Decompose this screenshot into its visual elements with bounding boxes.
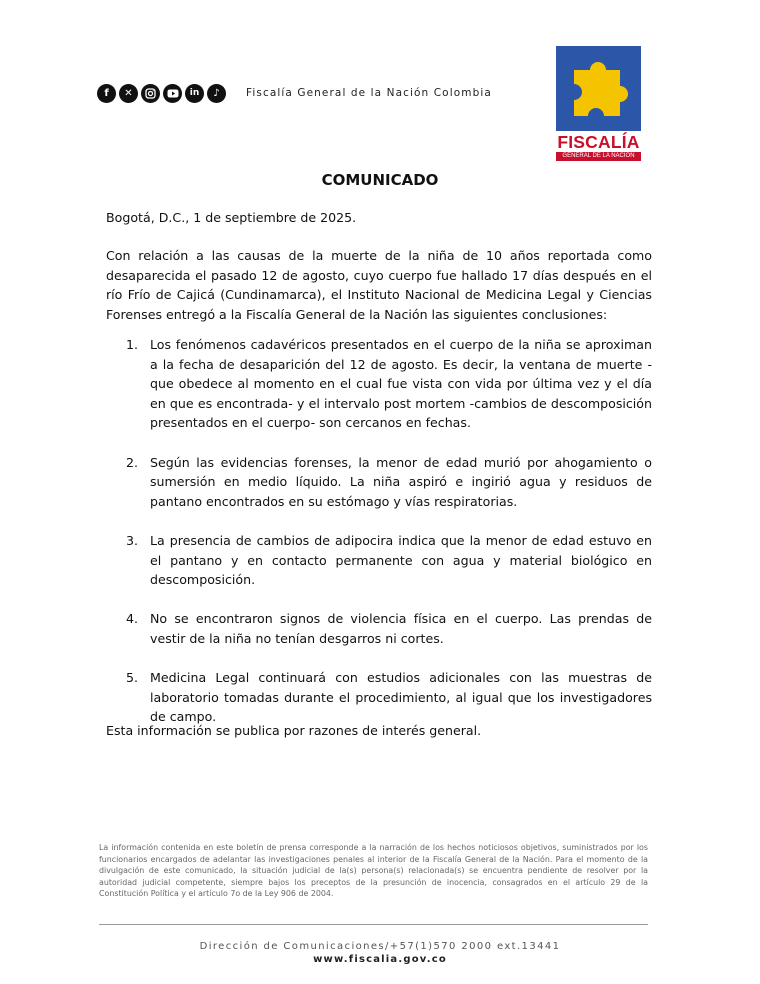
list-item-number: 5. <box>126 670 139 686</box>
page-title: COMUNICADO <box>321 171 439 189</box>
fiscalia-logo <box>556 46 641 162</box>
list-item <box>106 668 652 727</box>
logo-wordmark: FISCALÍA <box>557 132 640 152</box>
list-item <box>106 531 652 590</box>
list-item <box>106 609 652 648</box>
tiktok-icon[interactable]: ♪ <box>207 84 226 103</box>
list-item <box>106 335 652 433</box>
social-media-icons <box>97 84 226 103</box>
logo-emblem <box>556 46 641 131</box>
organization-name: Fiscalía General de la Nación Colombia <box>246 87 492 99</box>
list-item-text: Medicina Legal continuará con estudios adicionales con las muestras de laboratorio tomadas durante el procedimiento, al igual que los investigadores de campo. <box>150 670 652 725</box>
x-icon[interactable]: ✕ <box>119 84 138 103</box>
instagram-icon[interactable] <box>141 84 160 103</box>
list-item-number: 3. <box>126 532 139 548</box>
list-item-number: 4. <box>126 611 139 627</box>
website-link[interactable]: www.fiscalia.gov.co <box>313 954 447 965</box>
youtube-icon[interactable] <box>163 84 182 103</box>
list-item-text: Según las evidencias forenses, la menor de edad murió por ahogamiento o sumersión en medio líquido. La niña aspiró e ingirió agua y residuos de pantano encontrados en su estómago y vías respiratorias. <box>150 454 652 509</box>
list-item-text: Los fenómenos cadavéricos presentados en el cuerpo de la niña se aproximan a la fecha de desaparición del 12 de agosto. Es decir, la ventana de muerte -que obedece al momento en el cual fue vista con vida por última vez y el día en que es encontrada- y el intervalo post mortem -cambios de descomposición presentados en el cuerpo- son cercanos en fechas. <box>150 337 652 431</box>
list-item-text: La presencia de cambios de adipocira indica que la menor de edad estuvo en el pantano y en contacto permanente con agua y material biológico en descomposición. <box>150 532 652 588</box>
facebook-icon[interactable]: f <box>97 84 116 103</box>
document-date: Bogotá, D.C., 1 de septiembre de 2025. <box>106 210 357 225</box>
closing-statement: Esta información se publica por razones de interés general. <box>106 723 482 738</box>
legal-disclaimer: La información contenida en este boletín de prensa corresponde a la narración de los hechos noticiosos objetivos, suministrados por los funcionarios encargados de adelantar las investigaciones penales al interior de la Fiscalía General de la Nación. Para el momento de la divulgación de este comunicado, la situación judicial de la(s) persona(s) relacionada(s) se encuentra pendiente de resolver por la autoridad judicial competente, siempre bajos los preceptos de la presunción de inocencia, consagrados en el artículo 29 de la Constitución Política y el artículo 7o de la Ley 906 de 2004. <box>99 843 648 899</box>
logo-subtitle: GENERAL DE LA NACIÓN <box>556 152 641 161</box>
contact-info: Dirección de Comunicaciones/+57(1)570 2000 ext.13441 <box>199 941 561 952</box>
list-item-text: No se encontraron signos de violencia física en el cuerpo. Las prendas de vestir de la niña no tenían desgarros ni cortes. <box>150 611 652 646</box>
list-item-number: 2. <box>126 454 139 470</box>
list-item <box>106 453 652 512</box>
list-item-number: 1. <box>126 337 139 352</box>
puzzle-piece-icon <box>556 46 641 131</box>
intro-paragraph: Con relación a las causas de la muerte de la niña de 10 años reportada como desaparecida el pasado 12 de agosto, cuyo cuerpo fue hallado 17 días después en el río Frío de Cajicá (Cundinamarca), el Instituto Nacional de Medicina Legal y Ciencias Forenses entregó a la Fiscalía General de la Nación las siguientes conclusiones: <box>106 248 652 322</box>
linkedin-icon[interactable]: in <box>185 84 204 103</box>
conclusions-list <box>106 335 652 746</box>
footer-divider <box>99 924 648 925</box>
